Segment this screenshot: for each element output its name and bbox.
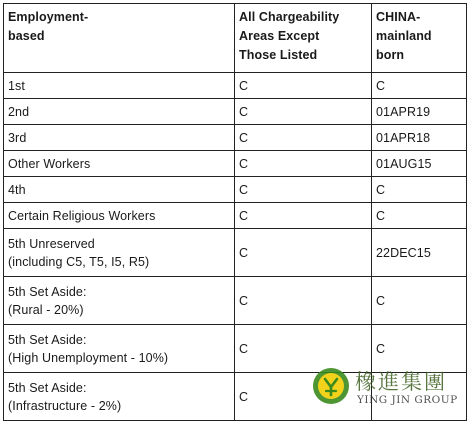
- china-cell: C: [372, 73, 467, 99]
- all-areas-cell: C: [235, 177, 372, 203]
- all-areas-cell: C: [235, 151, 372, 177]
- category-cell: [4, 277, 235, 325]
- table-row: [4, 203, 467, 229]
- table-row: [4, 99, 467, 125]
- table-row: [4, 229, 467, 277]
- china-cell: 01APR18: [372, 125, 467, 151]
- china-cell: C: [372, 277, 467, 325]
- category-cell: Other Workers: [4, 151, 235, 177]
- table-row: [4, 277, 467, 325]
- all-areas-cell: C: [235, 203, 372, 229]
- category-cell: 3rd: [4, 125, 235, 151]
- all-areas-cell: C: [235, 373, 372, 421]
- category-cell: [4, 325, 235, 373]
- category-cell: 4th: [4, 177, 235, 203]
- all-areas-cell: C: [235, 125, 372, 151]
- header-employment-based: [4, 4, 235, 73]
- table-header-row: [4, 4, 467, 73]
- category-cell: Certain Religious Workers: [4, 203, 235, 229]
- category-cell: 1st: [4, 73, 235, 99]
- china-cell: 01AUG15: [372, 151, 467, 177]
- category-cell: [4, 229, 235, 277]
- header-employment-based-label: Employment- based: [8, 10, 89, 43]
- all-areas-cell: C: [235, 73, 372, 99]
- china-cell: C: [372, 203, 467, 229]
- watermark-chinese-name: 橡進集團: [355, 370, 447, 394]
- table-row: [4, 177, 467, 203]
- china-cell: C: [372, 177, 467, 203]
- header-all-chargeability: [235, 4, 372, 73]
- header-china-mainland: [372, 4, 467, 73]
- china-cell: C: [372, 325, 467, 373]
- watermark-english-name: YING JIN GROUP: [357, 394, 458, 406]
- all-areas-cell: C: [235, 325, 372, 373]
- all-areas-cell: C: [235, 229, 372, 277]
- category-cell: 2nd: [4, 99, 235, 125]
- category-label: 5th Set Aside: (Infrastructure - 2%): [8, 380, 122, 413]
- all-areas-cell: C: [235, 277, 372, 325]
- all-areas-cell: C: [235, 99, 372, 125]
- china-cell: 22DEC15: [372, 229, 467, 277]
- visa-bulletin-table: [3, 3, 467, 421]
- category-label: 5th Set Aside: (High Unemployment - 10%): [8, 332, 169, 365]
- table-row: [4, 151, 467, 177]
- company-watermark: [311, 366, 471, 412]
- ying-jin-logo-icon: [311, 366, 351, 406]
- category-label: 5th Set Aside: (Rural - 20%): [8, 284, 87, 317]
- china-cell: 01APR19: [372, 99, 467, 125]
- header-all-chargeability-label: All Chargeability Areas Except Those Listed: [239, 10, 340, 62]
- table-row: [4, 73, 467, 99]
- table-row: [4, 125, 467, 151]
- category-cell: [4, 373, 235, 421]
- header-china-mainland-label: CHINA- mainland born: [376, 10, 432, 62]
- category-label: 5th Unreserved (including C5, T5, I5, R5): [8, 236, 150, 269]
